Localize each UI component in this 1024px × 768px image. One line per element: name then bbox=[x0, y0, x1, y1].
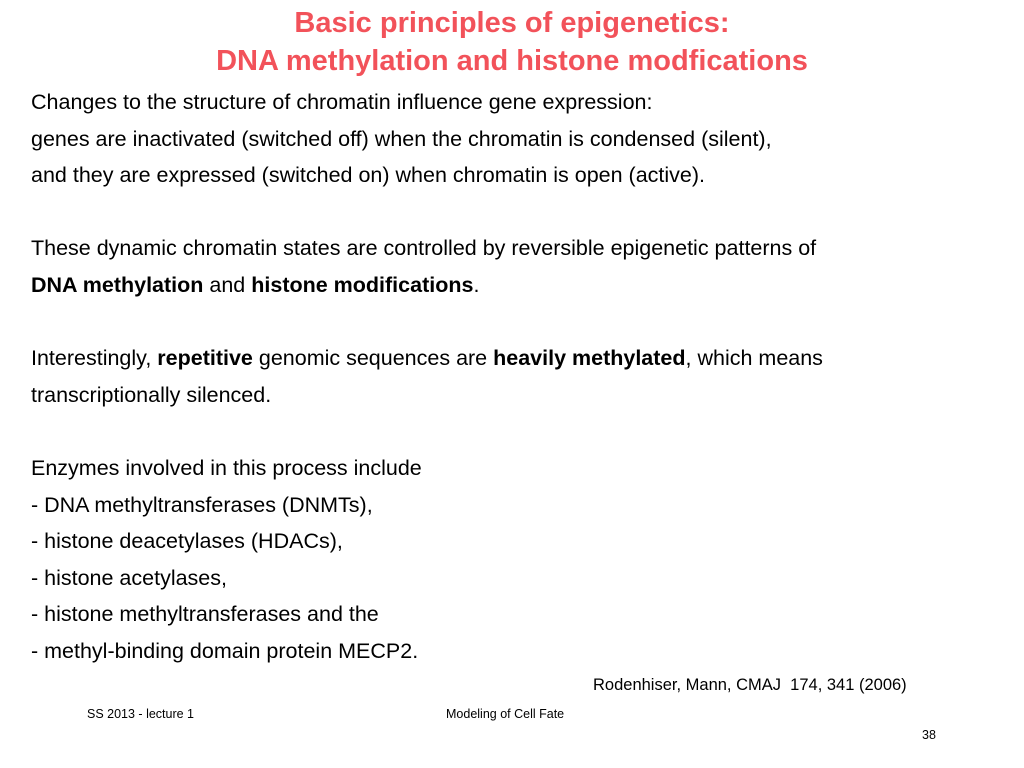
bold-histone-modifications: histone modifications bbox=[251, 272, 474, 297]
title-line-2: DNA methylation and histone modfications bbox=[216, 45, 808, 77]
paragraph-gap bbox=[31, 304, 1001, 341]
paragraph-gap bbox=[31, 413, 1001, 450]
para3-line1 bbox=[31, 340, 1001, 377]
para2-line2 bbox=[31, 267, 1001, 304]
footer-lecture-label: SS 2013 - lecture 1 bbox=[87, 707, 195, 721]
paragraph-gap bbox=[31, 194, 1001, 231]
title-line-1: Basic principles of epigenetics: bbox=[294, 7, 730, 39]
bold-dna-methylation: DNA methylation bbox=[31, 272, 204, 297]
para2-end-text: . bbox=[473, 272, 480, 297]
enzyme-list-item: - histone deacetylases (HDACs), bbox=[31, 529, 343, 554]
para1-line3: and they are expressed (switched on) when chromatin is open (active). bbox=[31, 163, 706, 188]
para3-end-text: , which means bbox=[685, 346, 823, 371]
para1-line1: Changes to the structure of chromatin influence gene expression: bbox=[31, 90, 653, 114]
para3-start-text: Interestingly, bbox=[31, 346, 158, 371]
para3-line2: transcriptionally silenced. bbox=[31, 382, 272, 407]
citation-reference: Rodenhiser, Mann, CMAJ 174, 341 (2006) bbox=[593, 676, 907, 694]
enzyme-list-item: - histone methyltransferases and the bbox=[31, 602, 379, 627]
bold-heavily-methylated: heavily methylated bbox=[493, 346, 686, 371]
para1-line2: genes are inactivated (switched off) when the chromatin is condensed (silent), bbox=[31, 126, 772, 151]
enzymes-intro: Enzymes involved in this process include bbox=[31, 455, 422, 480]
para2-mid-text: and bbox=[203, 272, 252, 297]
slide-title bbox=[0, 4, 1024, 80]
page-number: 38 bbox=[922, 728, 936, 742]
enzyme-list-item: - DNA methyltransferases (DNMTs), bbox=[31, 492, 373, 517]
enzyme-list-item: - methyl-binding domain protein MECP2. bbox=[31, 638, 419, 663]
para3-mid-text: genomic sequences are bbox=[252, 346, 494, 371]
slide-body bbox=[31, 84, 1001, 670]
bold-repetitive: repetitive bbox=[157, 346, 253, 371]
enzyme-list-item: - histone acetylases, bbox=[31, 565, 227, 590]
footer-course-title: Modeling of Cell Fate bbox=[446, 707, 565, 721]
para2-line1: These dynamic chromatin states are controlled by reversible epigenetic patterns of bbox=[31, 236, 817, 261]
